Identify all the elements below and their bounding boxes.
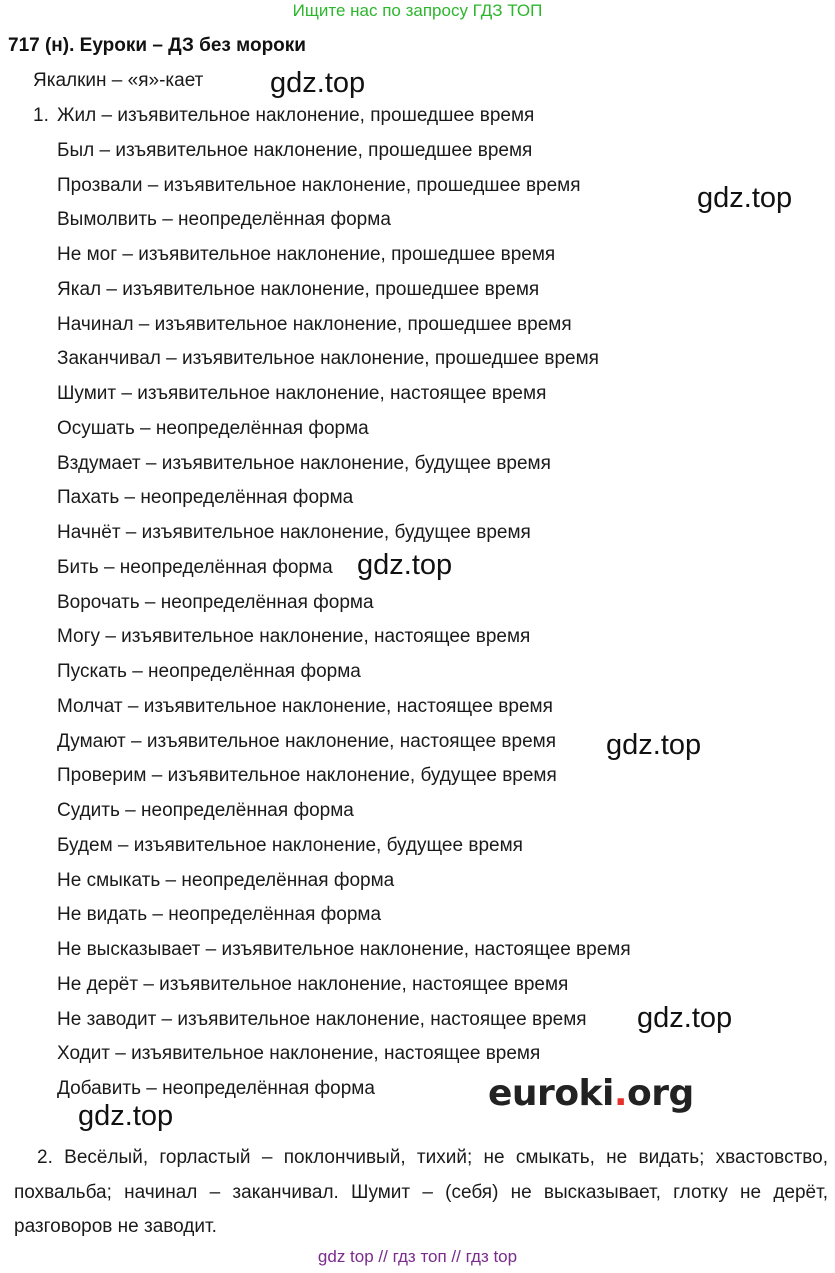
list-item (33, 800, 631, 835)
list-item (33, 279, 631, 314)
item-text: Могу – изъявительное наклонение, настоящее время (57, 626, 531, 648)
item-text: Не высказывает – изъявительное наклонение, настоящее время (57, 939, 631, 960)
item-text: Добавить – неопределённая форма (57, 1078, 375, 1099)
item-text: Пахать – неопределённая форма (57, 487, 354, 509)
list-item (33, 175, 631, 210)
item-text: Пускать – неопределённая форма (57, 661, 361, 682)
list-item (33, 765, 631, 800)
item-text: Ходит – изъявительное наклонение, настоящее время (57, 1043, 541, 1065)
watermark: gdz.top (270, 67, 366, 99)
list-item (33, 487, 631, 522)
item-text: Не смыкать – неопределённая форма (57, 869, 395, 891)
list-item (33, 904, 631, 939)
watermark: gdz.top (637, 1002, 733, 1034)
logo-dot: . (613, 1073, 628, 1114)
list-item (33, 731, 631, 766)
item-text: Ворочать – неопределённая форма (57, 591, 374, 613)
answer-list (33, 105, 631, 1113)
item-text: Якал – изъявительное наклонение, прошедшее время (57, 278, 540, 300)
list-item (33, 244, 631, 279)
list-item (33, 939, 631, 974)
list-item (33, 140, 631, 175)
list-item (33, 418, 631, 453)
item-text: Осушать – неопределённая форма (57, 417, 369, 439)
list-item (33, 626, 631, 661)
answer-paragraph-2: 2. Весёлый, горластый – поклончивый, тихий; не смыкать, не видать; хвастовство, похвальба; начинал – заканчивал. Шумит – (себя) не высказывает, глотку не дерёт, разговоров не заводит. (14, 1147, 828, 1237)
list-item (33, 661, 631, 696)
item-number: 1. (33, 105, 49, 126)
logo-part: eur (488, 1073, 555, 1114)
list-item (33, 105, 631, 140)
list-item (33, 557, 631, 592)
watermark: gdz.top (697, 182, 793, 214)
watermark: gdz.top (357, 549, 453, 581)
list-item (33, 209, 631, 244)
list-item (33, 383, 631, 418)
item-text: Будем – изъявительное наклонение, будущее время (57, 834, 523, 856)
item-text: Молчат – изъявительное наклонение, настоящее время (57, 695, 553, 717)
euroki-logo (488, 1073, 694, 1114)
logo-part: o (554, 1073, 579, 1114)
item-text: Жил – изъявительное наклонение, прошедшее время (57, 105, 535, 126)
item-text: Начнёт – изъявительное наклонение, будущее время (57, 522, 531, 543)
list-item (33, 974, 631, 1009)
intro-line: Якалкин – «я»-кает (33, 70, 204, 91)
item-text: Прозвали – изъявительное наклонение, прошедшее время (57, 174, 581, 196)
item-text: Не заводит – изъявительное наклонение, настоящее время (57, 1008, 587, 1030)
list-item (33, 835, 631, 870)
item-text: Проверим – изъявительное наклонение, будущее время (57, 765, 557, 787)
item-text: Начинал – изъявительное наклонение, прошедшее время (57, 313, 572, 335)
list-item (33, 314, 631, 349)
list-item (33, 870, 631, 905)
logo-part: org (627, 1073, 694, 1114)
item-text: Вздумает – изъявительное наклонение, будущее время (57, 452, 551, 474)
logo-part: ki (578, 1073, 614, 1114)
item-text: Был – изъявительное наклонение, прошедшее время (57, 139, 533, 161)
item-text: Заканчивал – изъявительное наклонение, прошедшее время (57, 348, 599, 370)
item-text: Шумит – изъявительное наклонение, настоящее время (57, 383, 547, 404)
item-text: Судить – неопределённая форма (57, 800, 354, 821)
list-item (33, 696, 631, 731)
list-item (33, 1009, 631, 1044)
item-text: Не дерёт – изъявительное наклонение, настоящее время (57, 973, 569, 995)
item-text: Не видать – неопределённая форма (57, 904, 382, 926)
list-item (33, 522, 631, 557)
watermark: gdz.top (78, 1100, 174, 1132)
top-banner[interactable]: Ищите нас по запросу ГДЗ ТОП (292, 1, 543, 20)
watermark: gdz.top (606, 729, 702, 761)
footer-links[interactable]: gdz top // гдз топ // гдз top (317, 1247, 518, 1266)
page-title: 717 (н). Еуроки – ДЗ без мороки (8, 35, 306, 56)
item-text: Думают – изъявительное наклонение, настоящее время (57, 730, 557, 752)
list-item (33, 592, 631, 627)
list-item (33, 348, 631, 383)
item-text: Бить – неопределённая форма (57, 556, 333, 578)
item-text: Вымолвить – неопределённая форма (57, 209, 391, 231)
item-text: Не мог – изъявительное наклонение, прошедшее время (57, 244, 556, 265)
list-item (33, 453, 631, 488)
